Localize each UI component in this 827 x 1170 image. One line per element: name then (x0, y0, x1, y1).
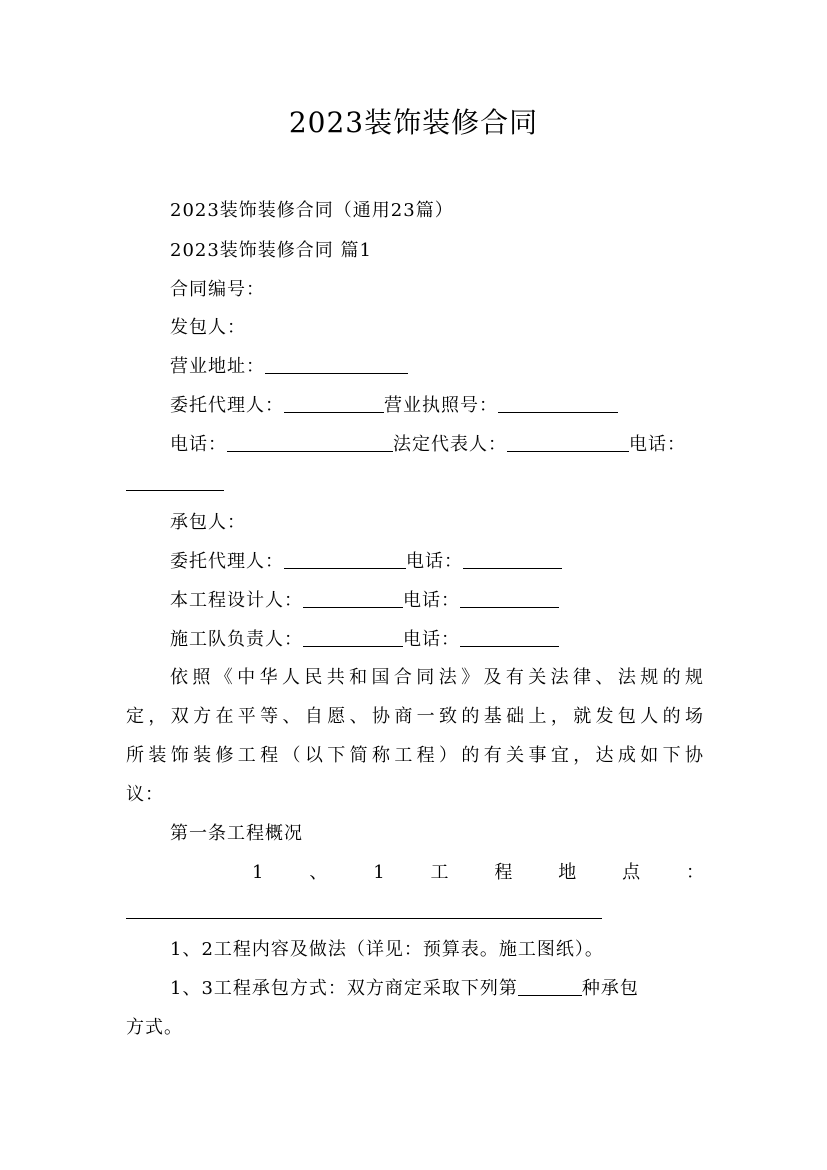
business-address-label: 营业地址： (170, 356, 265, 377)
contractor-phone-label: 电话： (406, 551, 463, 572)
legal-rep-label: 法定代表人： (393, 434, 507, 455)
team-leader-phone-label: 电话： (403, 629, 460, 650)
contractor-label: 承包人： (170, 512, 246, 533)
preamble-line-4: 议： (126, 784, 164, 805)
phone-label-2: 电话： (629, 434, 686, 455)
team-leader-blank (303, 628, 403, 647)
designer-label: 本工程设计人： (170, 590, 303, 611)
project-content-clause: 1、2工程内容及做法（详见：预算表。施工图纸）。 (170, 939, 604, 960)
contractor-agent-label: 委托代理人： (170, 551, 284, 572)
license-label: 营业执照号： (384, 395, 498, 416)
document-title: 2023装饰装修合同 (288, 106, 539, 139)
phone-label: 电话： (170, 434, 227, 455)
phone-blank (227, 433, 393, 452)
business-address-blank (265, 355, 408, 374)
contractor-agent-row (126, 549, 704, 575)
contract-section-heading: 2023装饰装修合同 篇1 (170, 240, 372, 261)
agent-license-row (126, 393, 704, 419)
team-leader-row (126, 627, 704, 653)
contractor-agent-blank (284, 550, 406, 569)
agent-label: 委托代理人： (170, 395, 284, 416)
designer-phone-label: 电话： (403, 590, 460, 611)
legal-rep-blank (507, 433, 629, 452)
preamble-line-3: 所装饰装修工程（以下简称工程）的有关事宜，达成如下协 (126, 745, 704, 766)
project-location-blank (126, 918, 602, 919)
contract-method-suffix: 种承包 (581, 978, 639, 999)
contract-method-row (126, 976, 704, 1002)
article-one-heading: 第一条工程概况 (170, 823, 303, 844)
designer-phone-blank (460, 589, 559, 608)
contract-collection-title: 2023装饰装修合同（通用23篇） (170, 200, 454, 221)
agent-blank (284, 394, 384, 413)
preamble-line-1: 依照《中华人民共和国合同法》及有关法律、法规的规 (170, 667, 704, 688)
contract-method-blank (518, 977, 582, 996)
phone-representative-row (126, 432, 704, 458)
team-leader-phone-blank (460, 628, 559, 647)
license-blank (498, 394, 618, 413)
team-leader-label: 施工队负责人： (170, 629, 303, 650)
contract-method-label: 1、3工程承包方式：双方商定采取下列第 (170, 978, 518, 999)
contract-method-continuation: 方式。 (126, 1017, 183, 1038)
designer-blank (303, 589, 403, 608)
preamble-line-2: 定，双方在平等、自愿、协商一致的基础上，就发包人的场 (126, 706, 704, 727)
contractor-phone-blank (463, 550, 562, 569)
contract-number-label: 合同编号： (170, 279, 265, 300)
business-address-row (126, 354, 704, 380)
phone-continuation-blank (126, 490, 224, 491)
project-location-label: 1、1工程地点： (252, 862, 704, 883)
designer-row (126, 588, 704, 614)
employer-label: 发包人： (170, 317, 246, 338)
